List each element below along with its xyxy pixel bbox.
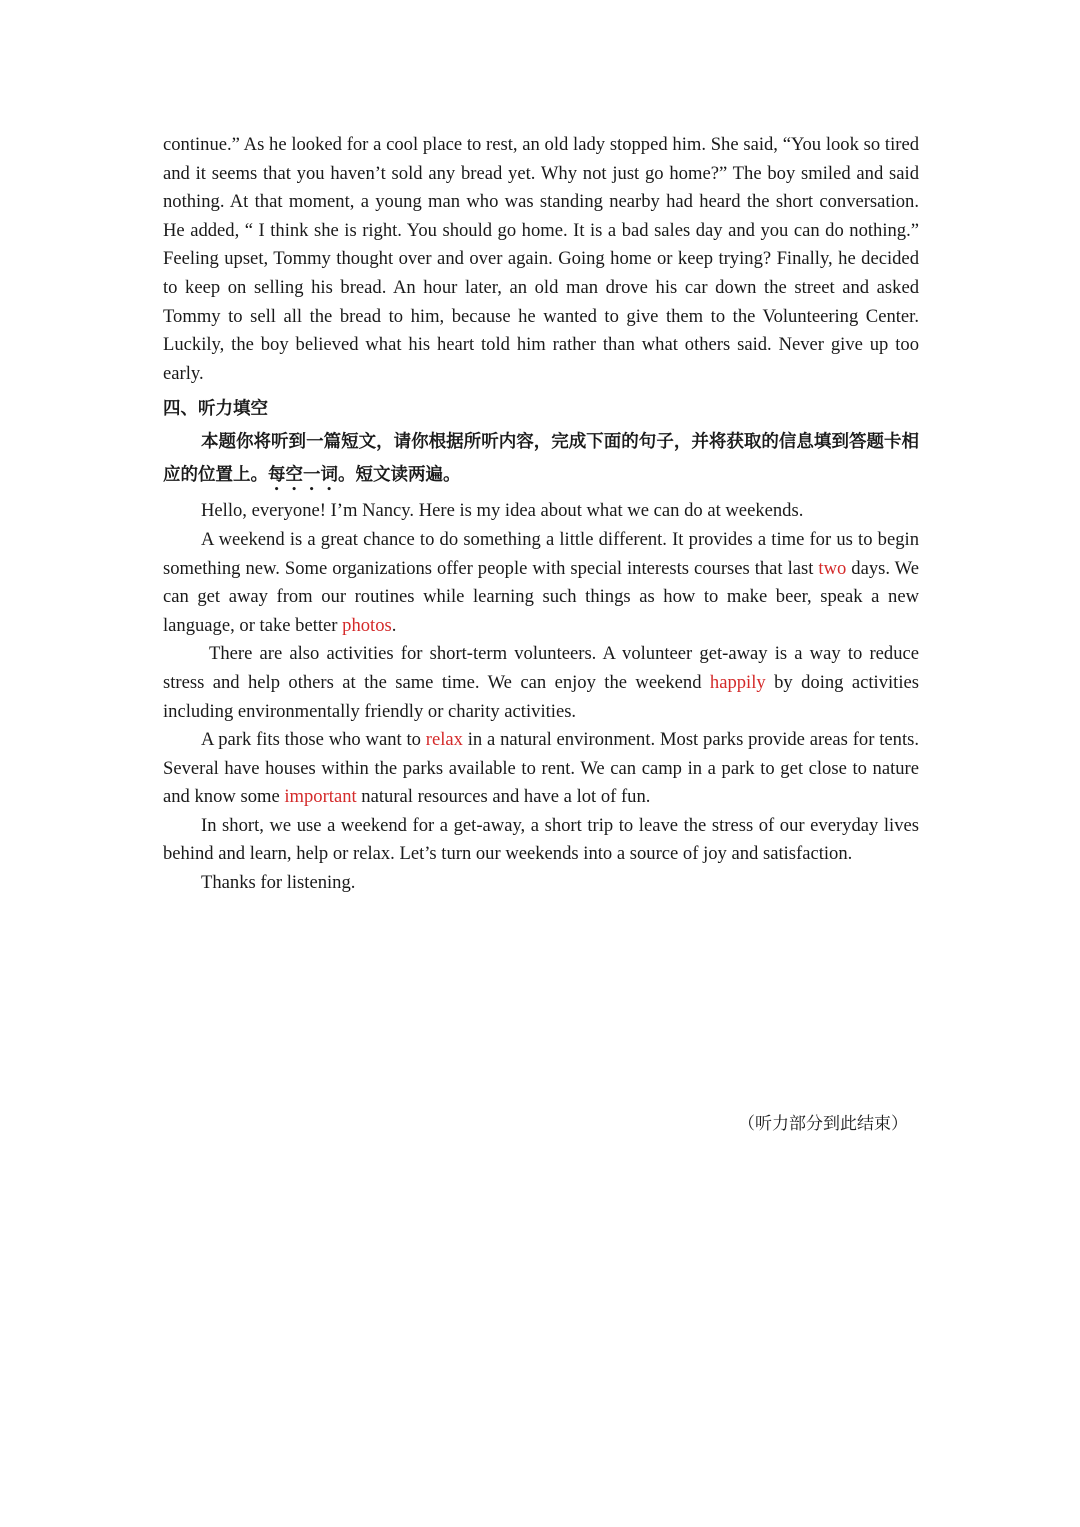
- transcript-text: A weekend is a great chance to do something a little different. It provides a time for us to begin something new. Some organizations offer people with special interests courses that last: [163, 528, 919, 579]
- story-tail-paragraph: continue.” As he looked for a cool place to rest, an old lady stopped him. She said, “You look so tired and it seems that you haven’t sold any bread yet. Why not just go home?” The boy smiled and said nothing. At that moment, a young man who was standing nearby had heard the short conversation. He added, “ I think she is right. You should go home. It is a bad sales day and you can do nothing.” Feeling upset, Tommy thought over and over again. Going home or keep trying? Finally, he decided to keep on selling his bread. An hour later, an old man drove his car down the street and asked Tommy to sell all the bread to him, because he wanted to give them to the Volunteering Center. Luckily, the boy believed what his heart told him rather than what others said. Never give up too early.: [163, 134, 919, 384]
- transcript-paragraph-4: [163, 726, 919, 812]
- transcript-text: .: [391, 614, 397, 636]
- answer-4: relax: [425, 729, 463, 751]
- transcript-text: A park fits those who want to: [201, 729, 426, 751]
- answer-5: important: [284, 786, 357, 808]
- instruction-text-end: 。短文读两遍。: [338, 465, 461, 486]
- page-content: [163, 131, 919, 898]
- answer-3: happily: [709, 671, 766, 693]
- transcript-paragraph-5: In short, we use a weekend for a get-away, a short trip to leave the stress of our everyday lives behind and learn, help or relax. Let’s turn our weekends into a source of joy and satisfaction.: [163, 814, 919, 865]
- transcript-text: There are also activities for short-term volunteers. A volunteer get-away is a way to reduce stress and help others at the same time. We can enjoy the weekend: [163, 643, 919, 693]
- instruction-emphasis: 每空一词: [268, 465, 338, 486]
- instruction-paragraph: [163, 426, 919, 495]
- transcript-paragraph-2: [163, 526, 919, 640]
- transcript-text: in a natural environment. Most parks provide areas for tents. Several have houses within the parks available to rent. We can camp in a park to get close to nature and know some: [163, 729, 919, 808]
- transcript-paragraph-6: Thanks for listening.: [201, 872, 356, 894]
- instruction-text: 本题你将听到一篇短文，请你根据所听内容，完成下面的句子，并将获取的信息填到答题卡相应的位置上。: [163, 432, 919, 486]
- transcript-text: natural resources and have a lot of fun.: [356, 786, 651, 808]
- transcript-paragraph-1: Hello, everyone! I’m Nancy. Here is my idea about what we can do at weekends.: [201, 500, 804, 522]
- end-of-listening-note: （听力部分到此结束）: [738, 1114, 908, 1134]
- transcript-text: by doing activities including environmentally friendly or charity activities.: [163, 671, 919, 722]
- transcript-text: days. We can get away from our routines while learning such things as how to make beer, speak a new language, or take better: [163, 557, 919, 636]
- answer-1: two: [818, 557, 847, 579]
- transcript-paragraph-3: [163, 640, 919, 726]
- answer-2: photos: [342, 614, 392, 636]
- section-heading: 四、听力填空: [163, 399, 268, 420]
